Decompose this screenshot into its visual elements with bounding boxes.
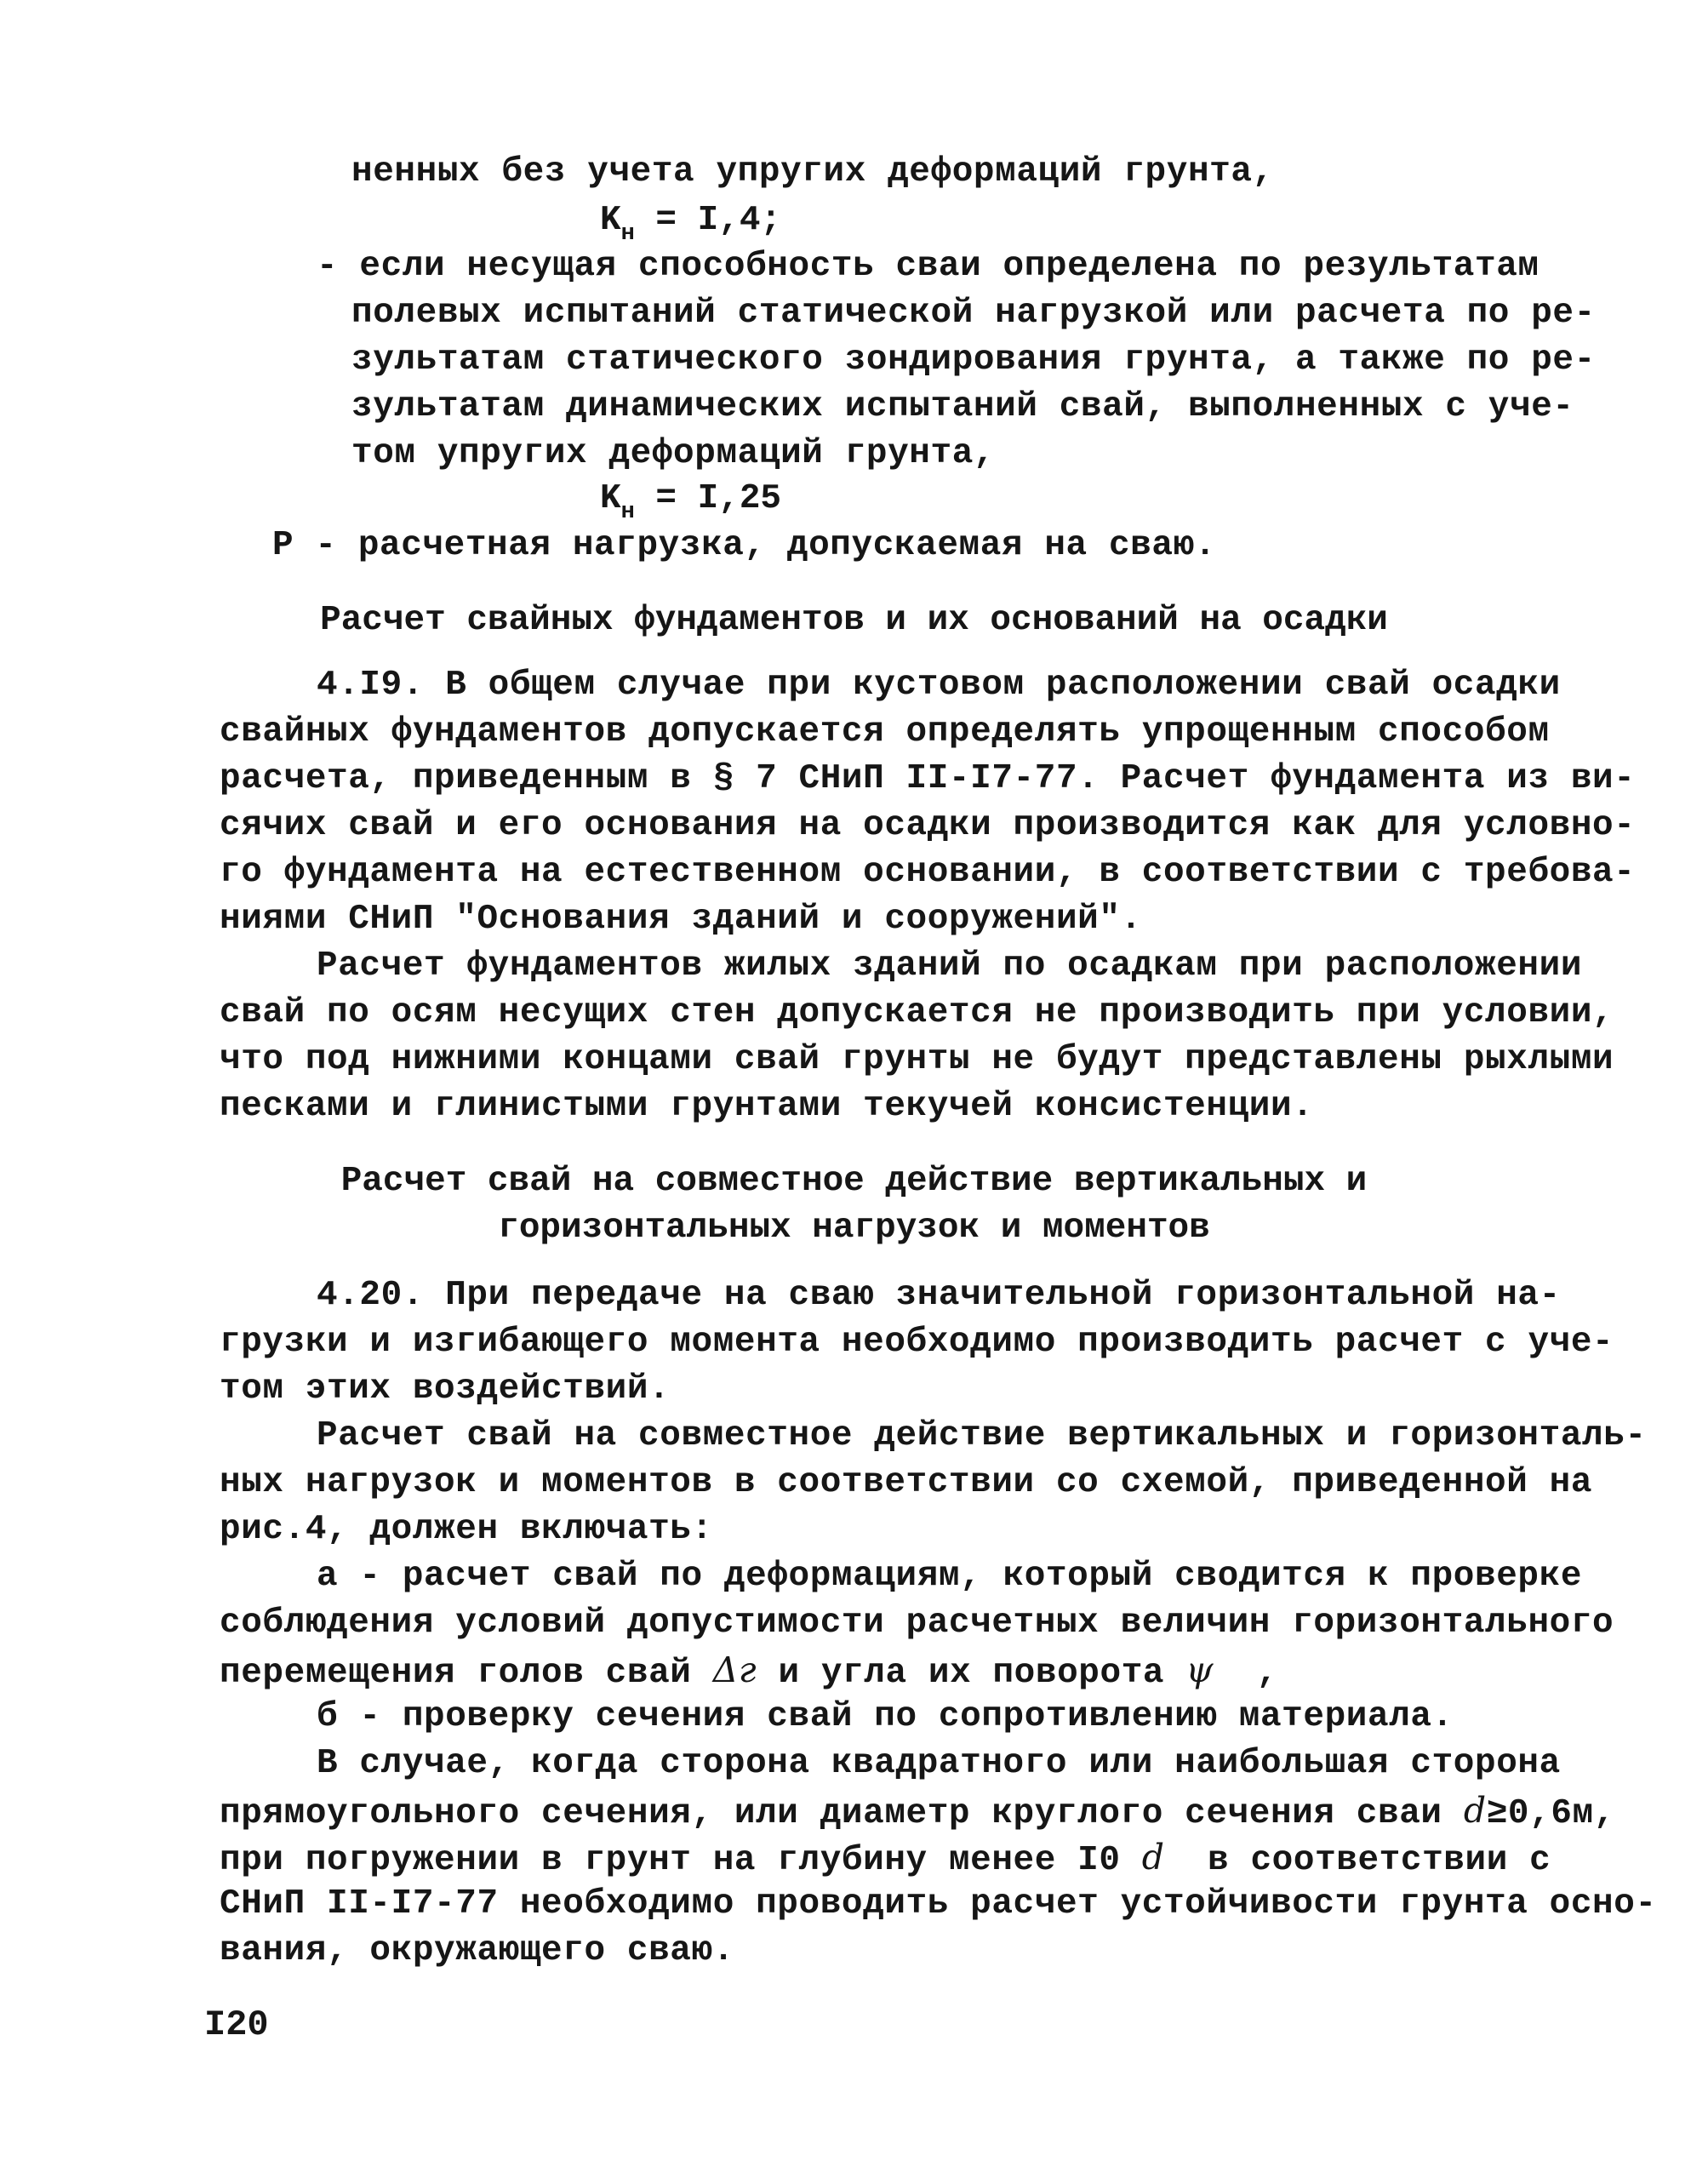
text-line: Р - расчетная нагрузка, допускаемая на сваю.: [272, 526, 1216, 565]
text-run: ,: [1214, 1654, 1278, 1693]
section-heading-combined-loads-1: Расчет свай на совместное действие вертикальных и: [340, 1162, 1368, 1201]
text-line: - если несущая способность сваи определена по результатам: [317, 247, 1539, 286]
diameter-d-symbol: d: [1141, 1837, 1165, 1878]
formula-value: = I,25: [634, 479, 782, 518]
paragraph-line: ниями СНиП "Основания зданий и сооружений".: [220, 900, 1142, 939]
paragraph-line: песками и глинистыми грунтами текучей консистенции.: [220, 1087, 1314, 1126]
paragraph-line: [220, 1834, 1551, 1884]
formula-symbol: K: [600, 479, 621, 518]
text-line: зультатам динамических испытаний свай, выполненных с уче-: [351, 387, 1574, 426]
paragraph-line: [220, 1647, 1278, 1696]
formula-subscript: н: [620, 500, 635, 525]
paragraph-line: [220, 1787, 1615, 1837]
paragraph-line: го фундамента на естественном основании, в соответствии с требова-: [220, 853, 1636, 892]
paragraph-line: б - проверку сечения свай по сопротивлению материала.: [317, 1697, 1454, 1736]
text-run: и угла их поворота: [757, 1654, 1186, 1693]
paragraph-line: СНиП II-I7-77 необходимо проводить расчет устойчивости грунта осно-: [220, 1884, 1657, 1924]
paragraph-line: 4.I9. В общем случае при кустовом расположении свай осадки: [317, 666, 1561, 705]
paragraph-line: ных нагрузок и моментов в соответствии со схемой, приведенной на: [220, 1463, 1593, 1502]
paragraph-line: соблюдения условий допустимости расчетных величин горизонтального: [220, 1604, 1614, 1643]
section-heading-combined-loads-2: горизонтальных нагрузок и моментов: [498, 1209, 1210, 1248]
text-line: том упругих деформаций грунта,: [351, 434, 996, 473]
text-run: прямоугольного сечения, или диаметр круглого сечения сваи: [220, 1794, 1464, 1833]
text-line: ненных без учета упругих деформаций грунта,: [351, 152, 1274, 192]
paragraph-line: грузки и изгибающего момента необходимо производить расчет с уче-: [220, 1323, 1614, 1362]
paragraph-line: 4.20. При передаче на сваю значительной горизонтальной на-: [317, 1276, 1561, 1315]
paragraph-line: Расчет свай на совместное действие вертикальных и горизонталь-: [317, 1416, 1647, 1455]
text-run: ≥0,6м,: [1486, 1794, 1615, 1833]
paragraph-line: том этих воздействий.: [220, 1369, 671, 1409]
paragraph-line: свай по осям несущих стен допускается не производить при условии,: [220, 993, 1614, 1032]
paragraph-line: сячих свай и его основания на осадки производится как для условно-: [220, 806, 1636, 845]
text-line: зультатам статического зондирования грунта, а также по ре-: [351, 340, 1596, 380]
paragraph-line: рис.4, должен включать:: [220, 1510, 713, 1549]
psi-symbol: ψ: [1185, 1649, 1214, 1690]
formula-subscript: н: [620, 221, 635, 247]
paragraph-line: что под нижними концами свай грунты не будут представлены рыхлыми: [220, 1040, 1614, 1079]
diameter-d-symbol: d: [1463, 1790, 1487, 1831]
text-run: перемещения голов свай: [220, 1654, 713, 1693]
text-run: в соответствии с: [1164, 1841, 1551, 1880]
paragraph-line: В случае, когда сторона квадратного или наибольшая сторона: [317, 1744, 1561, 1783]
paragraph-line: а - расчет свай по деформациям, который сводится к проверке: [317, 1557, 1583, 1596]
paragraph-line: свайных фундаментов допускается определять упрощенным способом: [220, 712, 1550, 752]
page-number: I20: [204, 2004, 269, 2045]
paragraph-line: вания, окружающего сваю.: [220, 1931, 734, 1970]
text-run: при погружении в грунт на глубину менее I0: [220, 1841, 1142, 1880]
formula-value: = I,4;: [634, 201, 782, 240]
formula-symbol: K: [600, 201, 621, 240]
delta-g-symbol: Δг: [712, 1649, 757, 1690]
section-heading-settlement: Расчет свайных фундаментов и их оснований на осадки: [320, 601, 1388, 640]
text-line: полевых испытаний статической нагрузкой или расчета по ре-: [351, 294, 1596, 333]
paragraph-line: расчета, приведенным в § 7 СНиП II-I7-77. Расчет фундамента из ви-: [220, 759, 1636, 798]
paragraph-line: Расчет фундаментов жилых зданий по осадкам при расположении: [317, 946, 1583, 986]
